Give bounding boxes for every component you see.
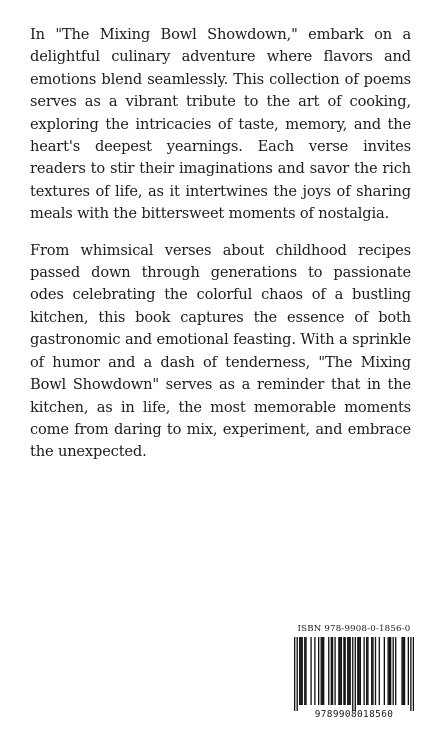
barcode-bar bbox=[408, 637, 409, 705]
barcode-bar bbox=[379, 637, 380, 705]
barcode-bar bbox=[339, 637, 340, 705]
blurb bbox=[30, 24, 411, 478]
barcode-bar bbox=[345, 637, 346, 705]
barcode-digits: 9789908018560 bbox=[314, 709, 394, 720]
barcode-bar bbox=[352, 637, 353, 711]
barcode-bar bbox=[360, 637, 361, 705]
barcode-bar bbox=[323, 637, 324, 705]
blurb-paragraph-1: In "The Mixing Bowl Showdown," embark on a delightful culinary adventure where flavors and emotions blend seamlessly. This collection of poems serves as a vibrant tribute to the art of cooking, exploring the intricacies of taste, memory, and the heart's deepest yearnings. Each verse invites readers to stir their imaginations and savor the rich textures of life, as it intertwines the joys of sharing meals with the bittersweet moments of nostalgia. bbox=[30, 26, 411, 223]
barcode-bar bbox=[363, 637, 364, 705]
barcode-bar bbox=[294, 637, 295, 711]
barcode-bar bbox=[358, 637, 359, 705]
barcode-bar bbox=[375, 637, 376, 705]
barcode-bar bbox=[401, 637, 402, 705]
barcode-bar bbox=[403, 637, 404, 705]
barcode-bar bbox=[393, 637, 394, 705]
barcode-bar bbox=[384, 637, 385, 705]
barcode-bar bbox=[302, 637, 303, 705]
barcode-bar bbox=[338, 637, 339, 705]
barcode-bar bbox=[390, 637, 391, 705]
barcode-bar bbox=[350, 637, 351, 705]
barcode-bar bbox=[410, 637, 411, 711]
barcode-image bbox=[294, 637, 414, 711]
barcode-bar bbox=[395, 637, 396, 705]
barcode-bar bbox=[322, 637, 323, 705]
barcode-bar bbox=[343, 637, 344, 705]
barcode-bar bbox=[310, 637, 311, 705]
barcode-bar bbox=[331, 637, 332, 705]
barcode-bar bbox=[404, 637, 405, 705]
barcode-bar bbox=[371, 637, 372, 705]
barcode-bar bbox=[389, 637, 390, 705]
isbn-barcode-block bbox=[292, 623, 416, 723]
isbn-label: ISBN 978-9908-0-1856-0 bbox=[297, 624, 411, 634]
barcode-bar bbox=[347, 637, 348, 705]
barcode-bar bbox=[297, 637, 298, 711]
barcode-bar bbox=[355, 637, 356, 711]
barcode-bar bbox=[357, 637, 358, 705]
barcode-bar bbox=[305, 637, 306, 705]
barcode-bar bbox=[328, 637, 329, 705]
barcode-bar bbox=[334, 637, 335, 705]
barcode-bar bbox=[413, 637, 414, 711]
blurb-paragraph-2: From whimsical verses about childhood recipes passed down through generations to passionate odes celebrating the colorful chaos of a bustling kitchen, this book captures the essence of both gastronomic and emotional feasting. With a sprinkle of humor and a dash of tenderness, "The Mixing Bowl Showdown" serves as a reminder that in the kitchen, as in life, the most memorable moments come from daring to mix, experiment, and embrace the unexpected. bbox=[30, 241, 411, 461]
barcode-bar bbox=[299, 637, 300, 705]
barcode-bar bbox=[318, 637, 319, 705]
barcode-bar bbox=[366, 637, 367, 705]
barcode-bar bbox=[304, 637, 305, 705]
barcode-bar bbox=[341, 637, 342, 705]
barcode-bar bbox=[348, 637, 349, 705]
barcode-bar bbox=[332, 637, 333, 705]
barcode-bar bbox=[314, 637, 315, 705]
barcode-bar bbox=[300, 637, 301, 705]
barcode-bar bbox=[387, 637, 388, 705]
barcode-bar bbox=[372, 637, 373, 705]
barcode-bar bbox=[367, 637, 368, 705]
barcode-bar bbox=[321, 637, 322, 705]
